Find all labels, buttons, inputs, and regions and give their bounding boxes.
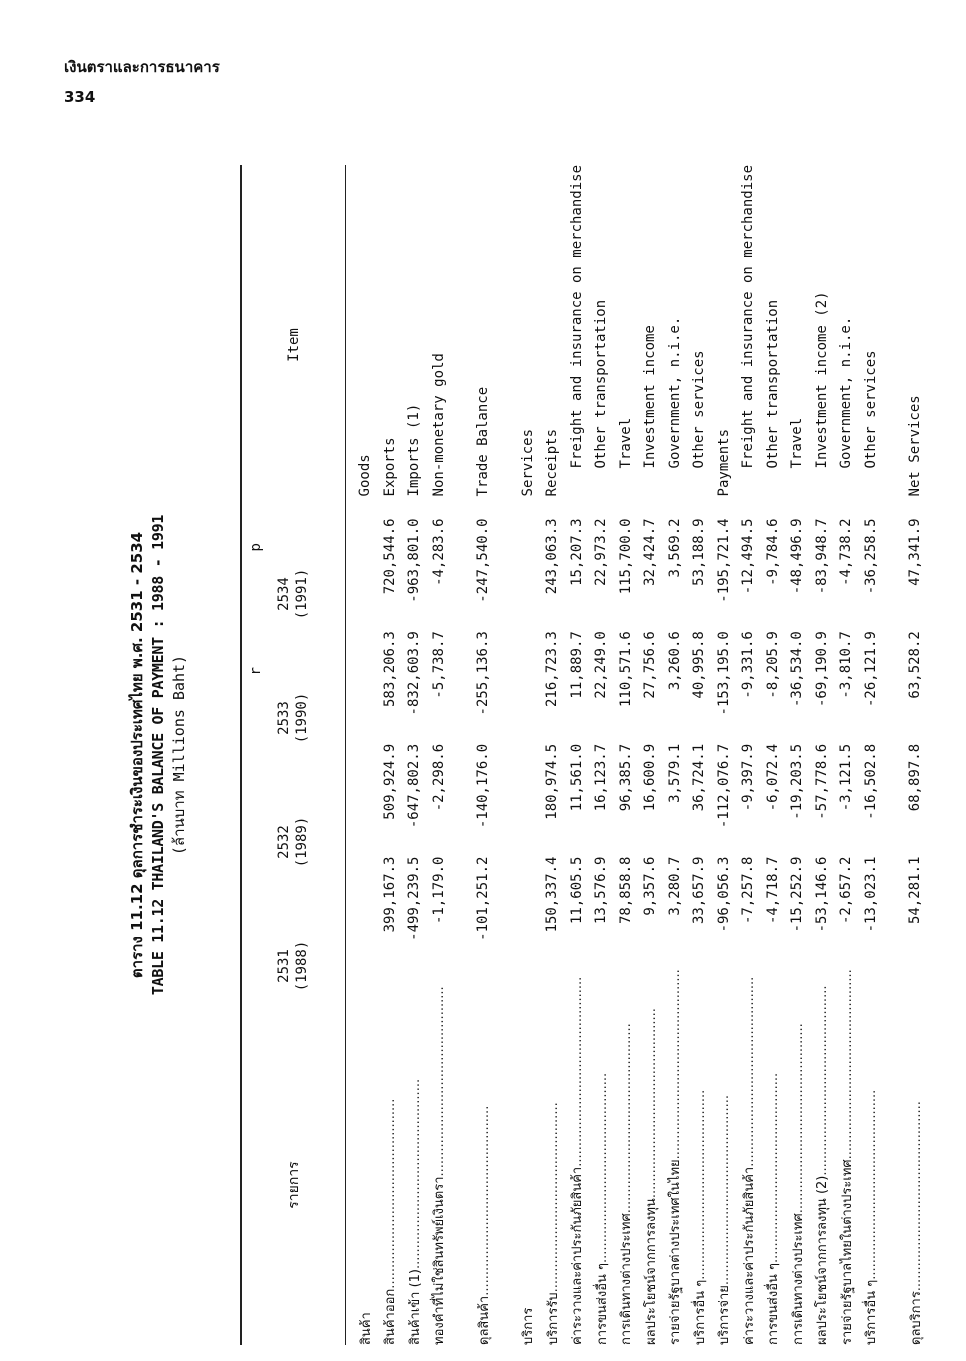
value-cell: -96,056.3 [715,856,732,933]
table-row [834,165,859,1345]
leader-dots: .............................................. [908,1101,924,1292]
value-cell: 78,858.8 [617,856,634,924]
leader-dots: .............................................. [766,1072,782,1263]
thai-text: ดุลสินค้า [476,1295,492,1345]
value-cell: 3,569.2 [666,518,683,578]
leader-dots: .............................................. [668,969,684,1160]
column-header-item: Item [286,328,302,362]
column-header-thai: รายการ [286,1161,302,1209]
year-ce: (1991) [294,568,310,620]
thai-text: รายจ่ายรัฐบาลไทยในต่างประเทศ [839,1159,855,1345]
thai-text: บริการอื่น ๆ [692,1279,708,1345]
table-row [589,165,614,1345]
thai-label [785,969,810,1345]
year-header [275,907,311,1025]
leader-dots: .............................................. [839,969,855,1160]
thai-text: บริการรับ [545,1292,561,1345]
value-cell: 115,700.0 [617,518,634,595]
value-cell: -36,258.5 [862,518,879,595]
value-cell: -57,778.6 [813,743,830,820]
value-cell [516,744,541,857]
value-cell: 11,561.0 [568,743,585,812]
year-be: 2533 [276,701,292,735]
value-cell: -9,397.9 [740,743,757,812]
value-cell: 110,571.6 [617,631,634,708]
english-label: Investment income (2) [813,291,830,469]
thai-label [565,969,590,1345]
running-title: เงินตราและการธนาคาร [64,58,220,76]
value-cell: -36,534.0 [789,631,806,708]
year-be: 2532 [276,825,292,859]
value-cell: -247,540.0 [475,518,492,603]
english-label: Freight and insurance on merchandise [568,165,585,469]
revision-flag: p [248,543,264,552]
page-number: 334 [64,88,96,106]
value-cell: -255,136.3 [475,631,492,716]
year-header [248,659,311,777]
thai-label [516,969,541,1345]
thai-label [378,969,403,1345]
table-row [565,165,590,1345]
revision-flag: r [248,667,264,676]
value-cell: -2,657.2 [838,856,855,924]
thai-label [810,969,835,1345]
thai-text: การขนส่งอื่น ๆ [594,1262,610,1345]
value-cell [353,631,378,744]
value-cell: 180,974.5 [544,743,561,820]
thai-text: สินค้าเข้า (1) [407,1269,423,1345]
leader-dots: .............................................. [643,1008,659,1199]
leader-dots: .............................................. [570,976,586,1167]
thai-text: การขนส่งอื่น ๆ [766,1262,782,1345]
thai-label [712,969,737,1345]
leader-dots: .............................................. [545,1102,561,1293]
value-cell: -2,298.6 [430,743,447,812]
thai-label [589,969,614,1345]
thai-text: รายจ่ายรัฐบาลต่างประเทศในไทย [668,1159,684,1345]
thai-text: การเดินทางต่างประเทศ [619,1213,635,1345]
value-cell: -9,784.6 [764,518,781,586]
balance-of-payment-table [353,165,928,1345]
thai-label [834,969,859,1345]
table-row [663,165,688,1345]
value-cell: 15,207.3 [568,518,585,586]
value-cell: 33,657.9 [691,856,708,924]
year-be: 2534 [276,577,292,611]
thai-text: สินค้าออก [383,1288,399,1345]
value-cell: -83,948.7 [813,518,830,595]
unit-label: (ล้านบาท Millions Baht) [170,654,188,856]
thai-text: ค่าระวางและค่าประกันภัยสินค้า [741,1166,757,1345]
value-cell: 27,756.6 [642,631,659,699]
english-label: Other transportation [593,299,610,469]
page-header [64,52,220,112]
table-row [614,165,639,1345]
thai-text: ทองคำที่ไม่ใช่สินทรัพย์เงินตรา [432,1176,448,1345]
thai-label [663,969,688,1345]
value-cell: 509,924.9 [381,743,398,820]
leader-dots: .............................................. [432,986,448,1177]
value-cell: -53,146.6 [813,856,830,933]
thai-label [402,969,427,1345]
thai-label [687,969,712,1345]
table-row [638,165,663,1345]
thai-label [736,969,761,1345]
leader-dots: .............................................. [815,985,831,1176]
value-cell: 11,889.7 [568,631,585,699]
value-cell: 54,281.1 [907,856,924,924]
year-header [248,535,311,653]
leader-dots: .............................................. [692,1089,708,1280]
value-cell: 9,357.6 [642,856,659,916]
thai-text: บริการจ่าย [717,1285,733,1345]
value-cell: -647,802.3 [406,743,423,829]
value-cell: 32,424.7 [642,518,659,586]
leader-dots: .............................................. [407,1078,423,1269]
thai-label [903,969,928,1345]
value-cell: -69,190.9 [813,631,830,708]
value-cell: -4,718.7 [764,856,781,924]
year-header [275,783,311,901]
value-cell: 22,249.0 [593,631,610,699]
year-ce: (1989) [294,816,310,868]
table-row [402,165,427,1345]
title-english: TABLE 11.12 THAILAND'S BALANCE OF PAYMENT : 1988 - 1991 [149,514,167,996]
value-cell: 216,723.3 [544,631,561,708]
spacer-row [451,165,471,1345]
table-row [712,165,737,1345]
table-row [516,165,541,1345]
leader-dots: .............................................. [383,1098,399,1289]
value-cell: -7,257.8 [740,856,757,924]
value-cell: 16,123.7 [593,743,610,812]
value-cell: 63,528.2 [907,631,924,699]
english-label: Trade Balance [475,386,492,497]
english-label: Investment income [642,325,659,469]
value-cell: -4,738.2 [838,518,855,586]
year-ce: (1990) [294,692,310,744]
thai-label [638,969,663,1345]
leader-dots: .............................................. [741,976,757,1167]
value-cell: -9,331.6 [740,631,757,699]
table-row [353,165,378,1345]
english-label: Receipts [544,429,561,497]
thai-label [540,969,565,1345]
value-cell: -13,023.1 [862,856,879,933]
english-label: Other services [691,350,708,469]
leader-dots: .............................................. [594,1072,610,1263]
thai-label [614,969,639,1345]
thai-label [353,969,378,1345]
english-label: Imports (1) [406,403,423,497]
value-cell [516,857,541,970]
table-row [903,165,928,1345]
value-cell: 22,973.2 [593,518,610,586]
spacer-row [883,165,903,1345]
table-titles [127,165,190,1345]
rotated-table-page [115,165,924,1345]
leader-dots: .............................................. [790,1023,806,1214]
value-cell: 150,337.4 [544,856,561,933]
value-cell [516,631,541,744]
value-cell: 720,544.6 [381,518,398,595]
table-row [427,165,452,1345]
value-cell [353,857,378,970]
english-label: Travel [789,417,806,469]
value-cell: -3,810.7 [838,631,855,699]
value-cell: 36,724.1 [691,743,708,812]
table-row [471,165,496,1345]
thai-text: ผลประโยชน์จากการลงทุน (2) [815,1175,831,1345]
value-cell: 13,576.9 [593,856,610,924]
english-label: Travel [617,417,634,469]
value-cell: -3,121.5 [838,743,855,812]
value-cell: -8,205.9 [764,631,781,699]
value-cell: 3,280.7 [666,856,683,916]
thai-label [427,969,452,1345]
english-label: Net Services [907,395,924,497]
spacer-row [496,165,516,1345]
value-cell: 243,063.3 [544,518,561,595]
value-cell: 68,897.8 [907,743,924,812]
value-cell: 47,341.9 [907,518,924,586]
english-label: Freight and insurance on merchandise [740,165,757,469]
value-cell: 96,385.7 [617,743,634,812]
table-row [378,165,403,1345]
value-cell: -26,121.9 [862,631,879,708]
thai-text: ค่าระวางและค่าประกันภัยสินค้า [570,1166,586,1345]
value-cell: 40,995.8 [691,631,708,699]
leader-dots: .............................................. [717,1094,733,1286]
table-row [810,165,835,1345]
value-cell: -19,203.5 [789,743,806,820]
table-row [859,165,884,1345]
table-row [687,165,712,1345]
value-cell: -12,494.5 [740,518,757,595]
value-cell: -1,179.0 [430,856,447,924]
value-cell: -4,283.6 [430,518,447,586]
english-label: Other services [862,350,879,469]
english-label: Payments [715,429,732,497]
year-be: 2531 [276,949,292,983]
value-cell: -140,176.0 [475,743,492,829]
top-rule [240,165,242,1345]
title-thai: ตาราง 11.12 ดุลการชำระเงินของประเทศไทย พ.ศ. 2531 - 2534 [128,531,146,979]
value-cell: 3,260.6 [666,631,683,691]
value-cell: 11,605.5 [568,856,585,924]
thai-text: การเดินทางต่างประเทศ [790,1213,806,1345]
thai-label [761,969,786,1345]
english-label: Non-monetary gold [430,353,447,497]
value-cell: 583,206.3 [381,631,398,708]
english-label: Other transportation [764,299,781,469]
table-row [761,165,786,1345]
value-cell: -15,252.9 [789,856,806,933]
english-label: Government, n.i.e. [666,316,683,469]
english-label: Goods [357,454,374,497]
thai-label [859,969,884,1345]
thai-text: บริการอื่น ๆ [864,1279,880,1345]
thai-text: ดุลบริการ [908,1291,924,1345]
value-cell: -6,072.4 [764,743,781,812]
value-cell [353,744,378,857]
english-label: Government, n.i.e. [838,316,855,469]
value-cell: -153,195.0 [715,631,732,716]
header-rule [345,165,346,1345]
value-cell: -832,603.9 [406,631,423,716]
thai-text: สินค้า [358,1312,374,1345]
value-cell: 3,579.1 [666,743,683,803]
leader-dots: .............................................. [864,1089,880,1280]
english-label: Exports [381,437,398,497]
thai-text: บริการ [521,1307,537,1345]
table-row [736,165,761,1345]
value-cell: 16,600.9 [642,743,659,812]
value-cell [516,518,541,631]
value-cell [353,518,378,631]
thai-label [471,969,496,1345]
value-cell: -963,801.0 [406,518,423,603]
value-cell: -195,721.4 [715,518,732,603]
value-cell: -16,502.8 [862,743,879,820]
leader-dots: .............................................. [619,1023,635,1214]
table-row [540,165,565,1345]
value-cell: -48,496.9 [789,518,806,595]
table-row [785,165,810,1345]
thai-text: ผลประโยชน์จากการลงทุน [643,1198,659,1345]
value-cell: 399,167.3 [381,856,398,933]
value-cell: 53,188.9 [691,518,708,586]
leader-dots: .............................................. [476,1105,492,1296]
value-cell: -499,239.5 [406,856,423,941]
year-ce: (1988) [294,940,310,992]
value-cell: -101,251.2 [475,856,492,941]
english-label: Services [519,429,536,497]
value-cell: -5,738.7 [430,631,447,699]
value-cell: -112,076.7 [715,743,732,829]
